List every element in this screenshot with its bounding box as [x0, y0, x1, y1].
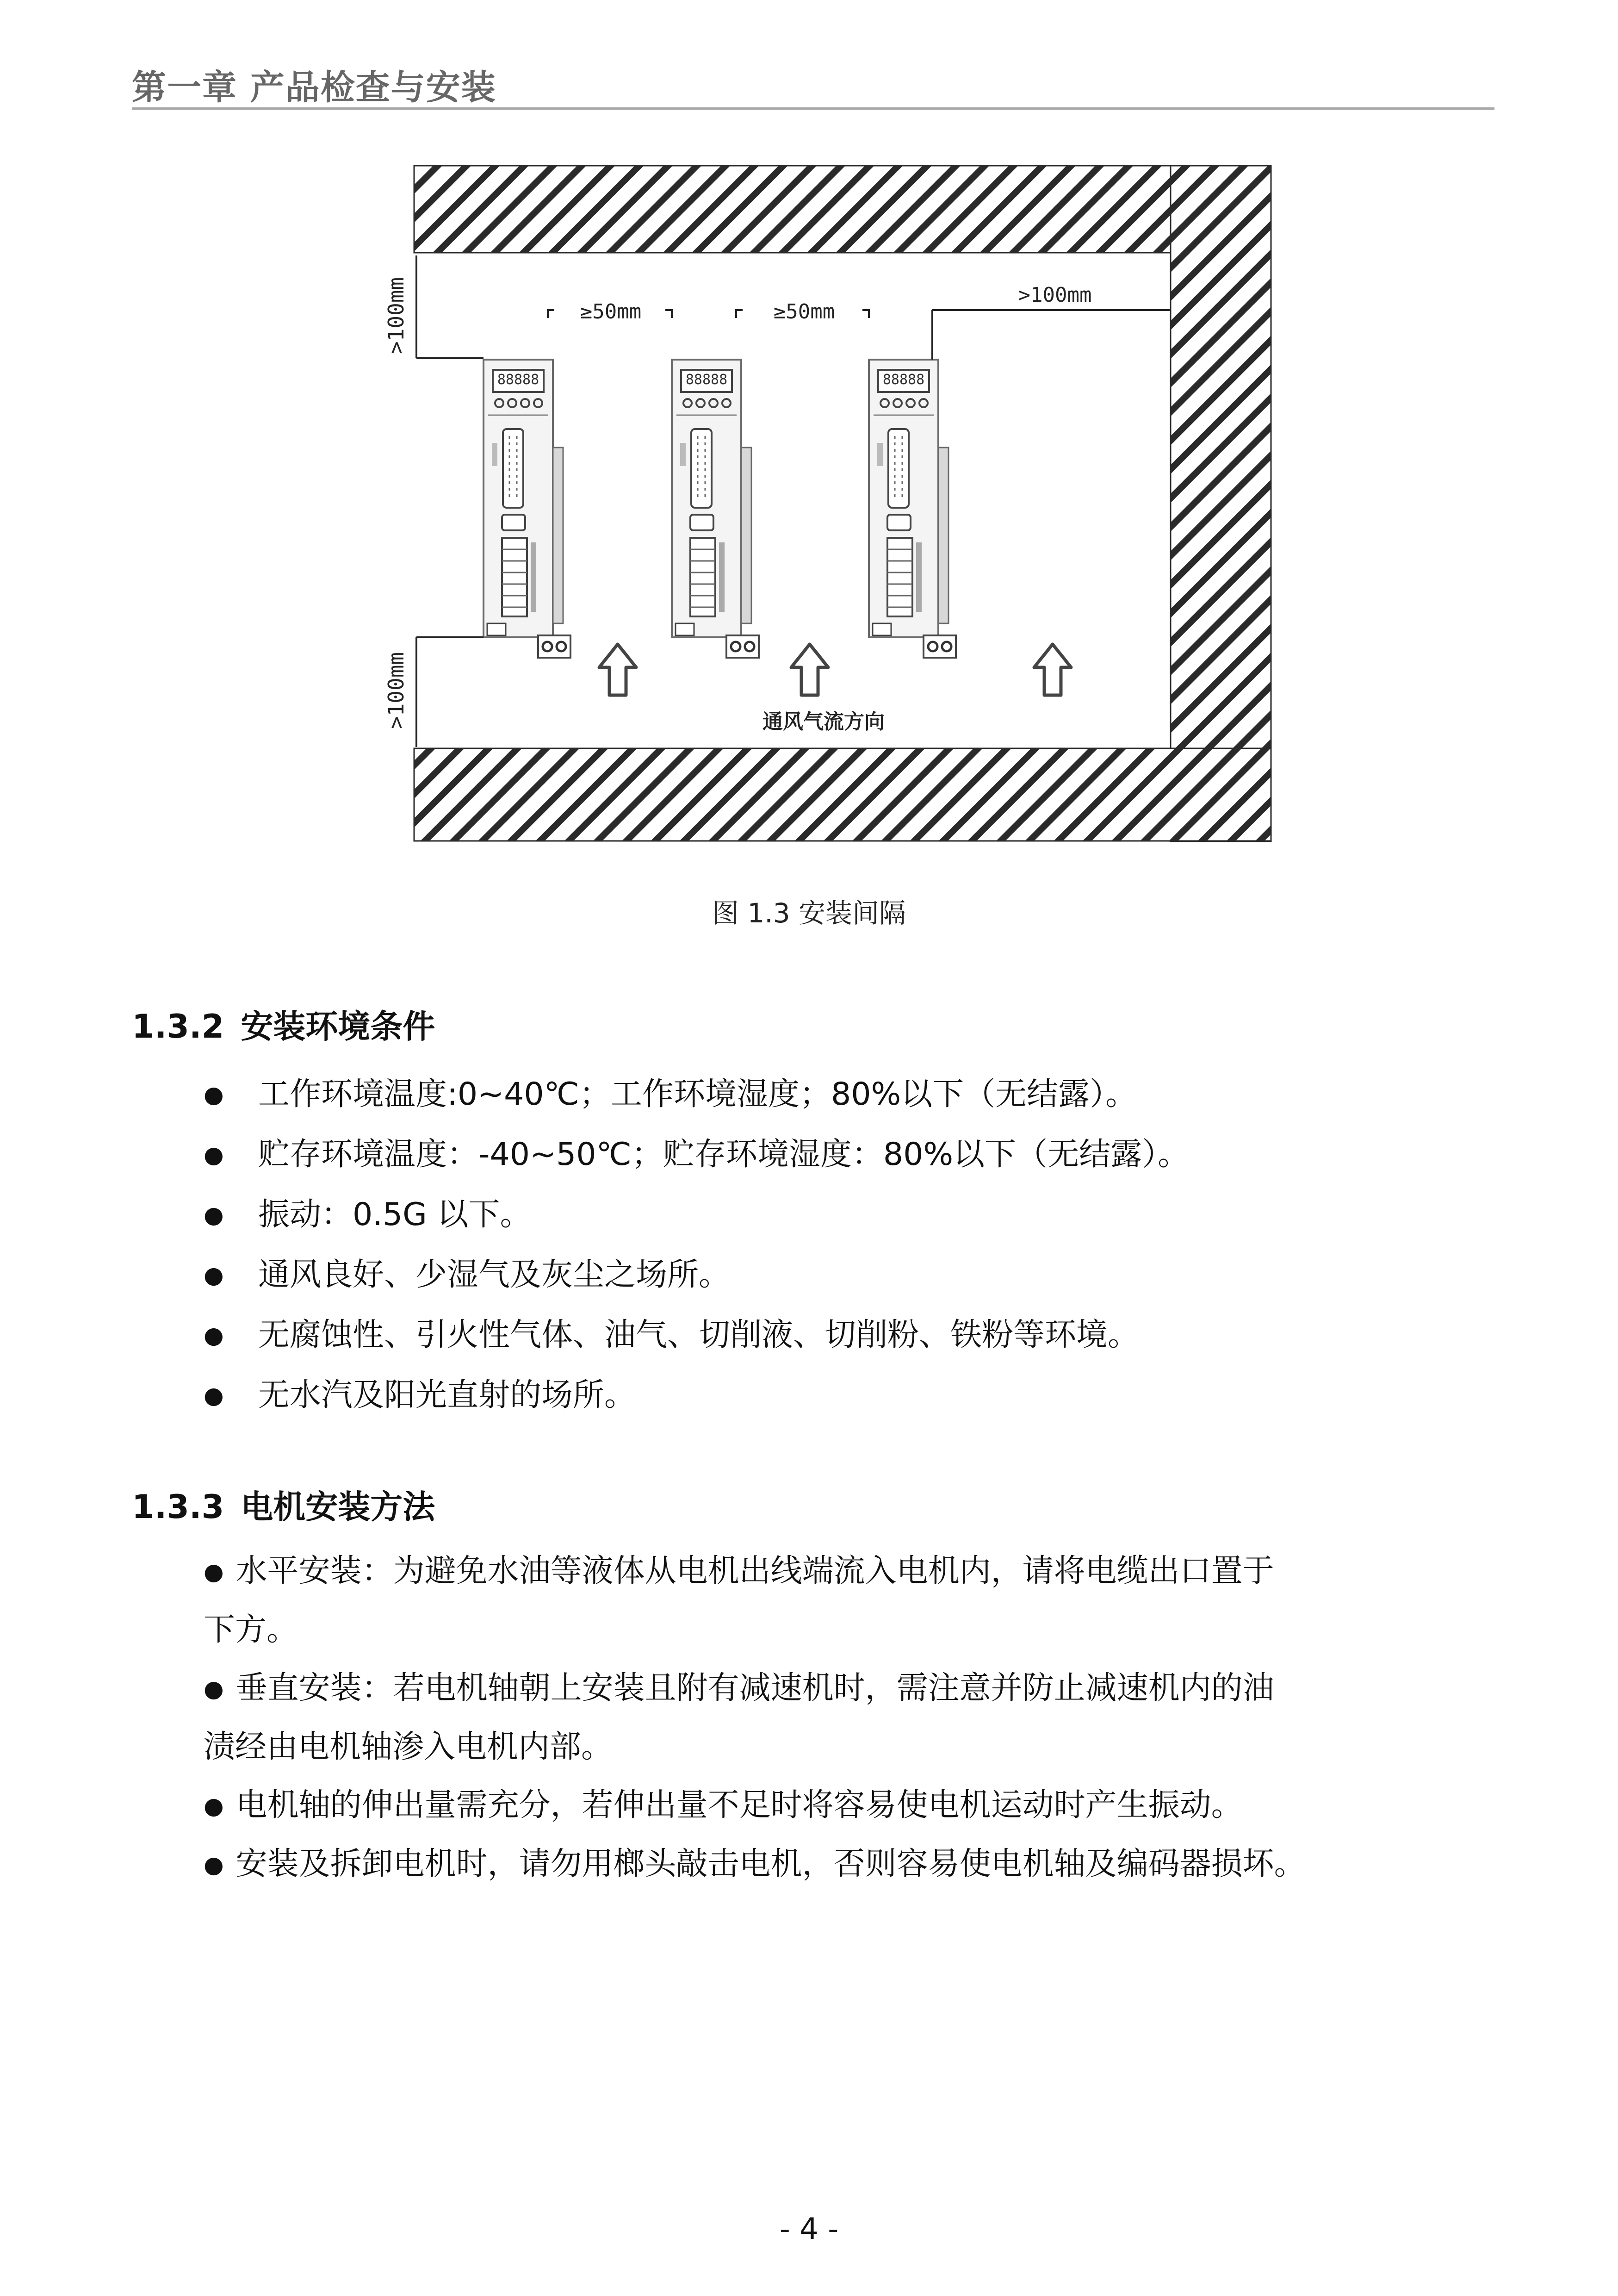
bullet-icon: ●: [204, 1081, 224, 1108]
bullet-icon: ●: [204, 1792, 224, 1819]
section-1-3-2-heading: [132, 1001, 435, 1047]
list-item: ● 通风良好、少湿气及灰尘之场所。: [204, 1245, 1189, 1305]
list-item: ● 垂直安装：若电机轴朝上安装且附有减速机时，需注意并防止减速机内的油 渍经由电机轴渗入电机内部。: [204, 1670, 1274, 1765]
figure-caption: 图 1.3 安装间隔: [712, 897, 906, 929]
section-1-3-3-heading: [132, 1481, 435, 1528]
gap2-label: ≥50mm: [773, 300, 835, 324]
chapter-header: 第一章 产品检查与安装: [132, 68, 496, 107]
bullet-icon: ●: [204, 1141, 224, 1168]
drive-2-display: 88888: [685, 372, 728, 388]
environment-conditions-list: [204, 1064, 1189, 1425]
gap1-label: ≥50mm: [580, 300, 642, 324]
bullet-icon: ●: [204, 1262, 224, 1288]
list-item: ● 水平安装：为避免水油等液体从电机出线端流入电机内，请将电缆出口置于 下方。: [204, 1553, 1274, 1648]
list-item: ● 工作环境温度:0~40℃；工作环境湿度；80%以下（无结露）。: [204, 1064, 1189, 1125]
section-number: 1.3.2: [132, 1008, 224, 1045]
page-number: - 4 -: [779, 2212, 839, 2246]
list-item: ● 贮存环境温度：-40~50℃；贮存环境湿度：80%以下（无结露）。: [204, 1125, 1189, 1185]
section-title: 安装环境条件: [241, 1008, 435, 1045]
list-item: ● 电机轴的伸出量需充分，若伸出量不足时将容易使电机运动时产生振动。: [204, 1787, 1243, 1823]
list-item: ● 无腐蚀性、引火性气体、油气、切削液、切削粉、铁粉等环境。: [204, 1305, 1189, 1365]
drive-3-display: 88888: [882, 372, 925, 388]
motor-installation-list: [204, 1542, 1416, 1894]
list-item: ● 振动：0.5G 以下。: [204, 1185, 1189, 1245]
drive-1-display: 88888: [497, 372, 539, 388]
top-clearance-label: >100mm: [384, 277, 409, 355]
header-divider: [132, 107, 1494, 110]
bullet-icon: ●: [204, 1675, 224, 1702]
section-number: 1.3.3: [132, 1488, 224, 1526]
bullet-icon: ●: [204, 1558, 224, 1585]
bullet-icon: ●: [204, 1322, 224, 1349]
section-title: 电机安装方法: [241, 1488, 435, 1526]
bottom-clearance-label: >100mm: [384, 652, 409, 729]
bullet-icon: ●: [204, 1382, 224, 1409]
airflow-label: 通风气流方向: [763, 710, 885, 734]
bullet-icon: ●: [204, 1851, 224, 1878]
gap-right-label: >100mm: [1018, 283, 1092, 307]
list-item: ● 无水汽及阳光直射的场所。: [204, 1365, 1189, 1425]
installation-spacing-figure: [384, 163, 1277, 848]
bullet-icon: ●: [204, 1201, 224, 1228]
list-item: ● 安装及拆卸电机时，请勿用榔头敲击电机，否则容易使电机轴及编码器损坏。: [204, 1846, 1306, 1882]
